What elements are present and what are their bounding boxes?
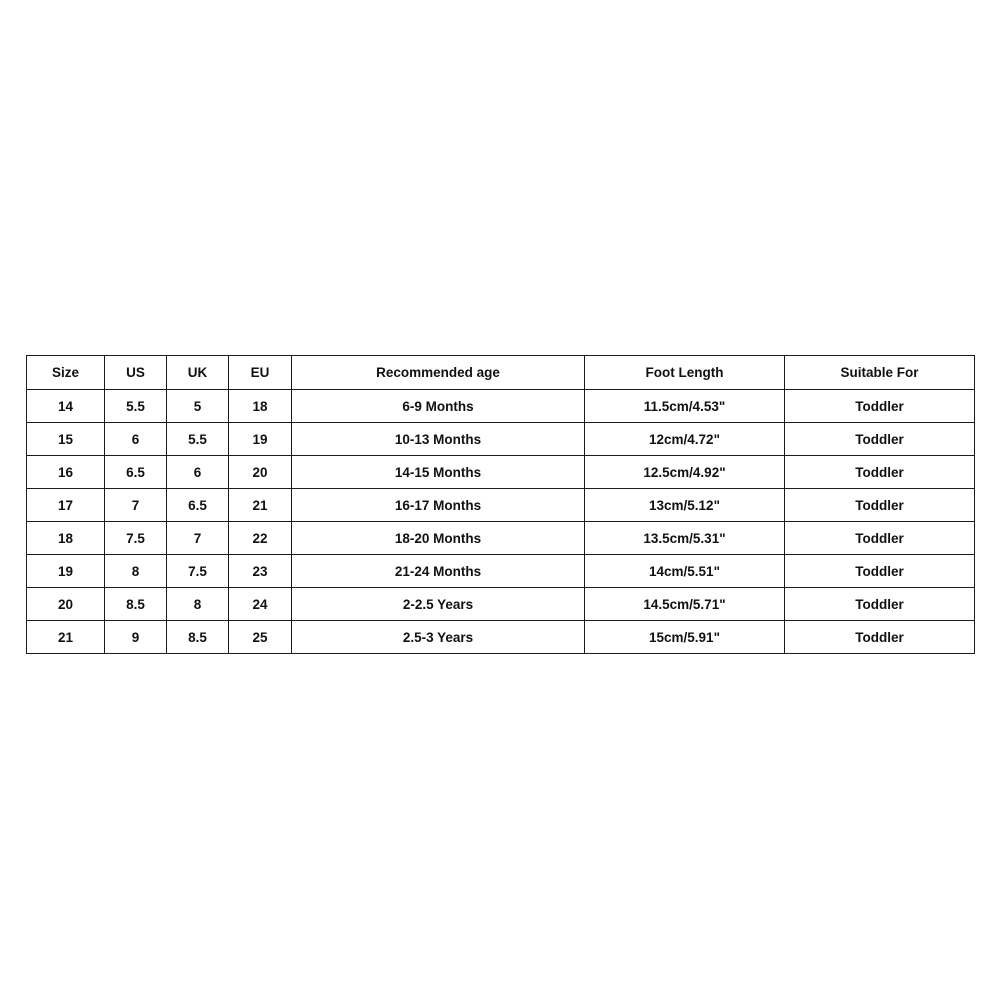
cell-size: 18 — [27, 522, 105, 555]
size-chart-container — [26, 355, 974, 654]
cell-recommended-age: 2.5-3 Years — [292, 621, 585, 654]
cell-us: 8 — [105, 555, 167, 588]
cell-foot-length: 15cm/5.91" — [585, 621, 785, 654]
cell-uk: 6.5 — [167, 489, 229, 522]
column-header-size: Size — [27, 356, 105, 390]
cell-uk: 7.5 — [167, 555, 229, 588]
table-row — [27, 489, 975, 522]
cell-uk: 7 — [167, 522, 229, 555]
cell-eu: 18 — [229, 390, 292, 423]
table-row — [27, 390, 975, 423]
cell-recommended-age: 6-9 Months — [292, 390, 585, 423]
cell-us: 7.5 — [105, 522, 167, 555]
cell-size: 19 — [27, 555, 105, 588]
size-chart-table — [26, 355, 975, 654]
cell-foot-length: 12.5cm/4.92" — [585, 456, 785, 489]
table-row — [27, 522, 975, 555]
cell-us: 6 — [105, 423, 167, 456]
cell-eu: 24 — [229, 588, 292, 621]
cell-foot-length: 13cm/5.12" — [585, 489, 785, 522]
cell-recommended-age: 16-17 Months — [292, 489, 585, 522]
column-header-foot-length: Foot Length — [585, 356, 785, 390]
cell-foot-length: 14.5cm/5.71" — [585, 588, 785, 621]
cell-size: 21 — [27, 621, 105, 654]
cell-suitable-for: Toddler — [785, 522, 975, 555]
cell-recommended-age: 21-24 Months — [292, 555, 585, 588]
column-header-suitable-for: Suitable For — [785, 356, 975, 390]
cell-recommended-age: 14-15 Months — [292, 456, 585, 489]
table-row — [27, 555, 975, 588]
cell-recommended-age: 18-20 Months — [292, 522, 585, 555]
cell-us: 5.5 — [105, 390, 167, 423]
cell-suitable-for: Toddler — [785, 489, 975, 522]
table-row — [27, 456, 975, 489]
cell-recommended-age: 2-2.5 Years — [292, 588, 585, 621]
cell-suitable-for: Toddler — [785, 390, 975, 423]
cell-suitable-for: Toddler — [785, 621, 975, 654]
cell-size: 15 — [27, 423, 105, 456]
column-header-recommended-age: Recommended age — [292, 356, 585, 390]
cell-size: 14 — [27, 390, 105, 423]
cell-foot-length: 11.5cm/4.53" — [585, 390, 785, 423]
cell-us: 9 — [105, 621, 167, 654]
cell-uk: 6 — [167, 456, 229, 489]
cell-us: 6.5 — [105, 456, 167, 489]
cell-us: 8.5 — [105, 588, 167, 621]
cell-foot-length: 13.5cm/5.31" — [585, 522, 785, 555]
cell-size: 20 — [27, 588, 105, 621]
cell-uk: 5 — [167, 390, 229, 423]
table-header-row — [27, 356, 975, 390]
cell-uk: 5.5 — [167, 423, 229, 456]
column-header-us: US — [105, 356, 167, 390]
column-header-eu: EU — [229, 356, 292, 390]
cell-size: 17 — [27, 489, 105, 522]
cell-suitable-for: Toddler — [785, 423, 975, 456]
cell-eu: 23 — [229, 555, 292, 588]
table-row — [27, 621, 975, 654]
cell-uk: 8 — [167, 588, 229, 621]
cell-eu: 25 — [229, 621, 292, 654]
cell-recommended-age: 10-13 Months — [292, 423, 585, 456]
table-row — [27, 423, 975, 456]
cell-suitable-for: Toddler — [785, 555, 975, 588]
cell-uk: 8.5 — [167, 621, 229, 654]
cell-suitable-for: Toddler — [785, 588, 975, 621]
table-row — [27, 588, 975, 621]
cell-size: 16 — [27, 456, 105, 489]
cell-us: 7 — [105, 489, 167, 522]
column-header-uk: UK — [167, 356, 229, 390]
cell-foot-length: 12cm/4.72" — [585, 423, 785, 456]
cell-eu: 20 — [229, 456, 292, 489]
cell-suitable-for: Toddler — [785, 456, 975, 489]
cell-foot-length: 14cm/5.51" — [585, 555, 785, 588]
cell-eu: 21 — [229, 489, 292, 522]
cell-eu: 22 — [229, 522, 292, 555]
cell-eu: 19 — [229, 423, 292, 456]
